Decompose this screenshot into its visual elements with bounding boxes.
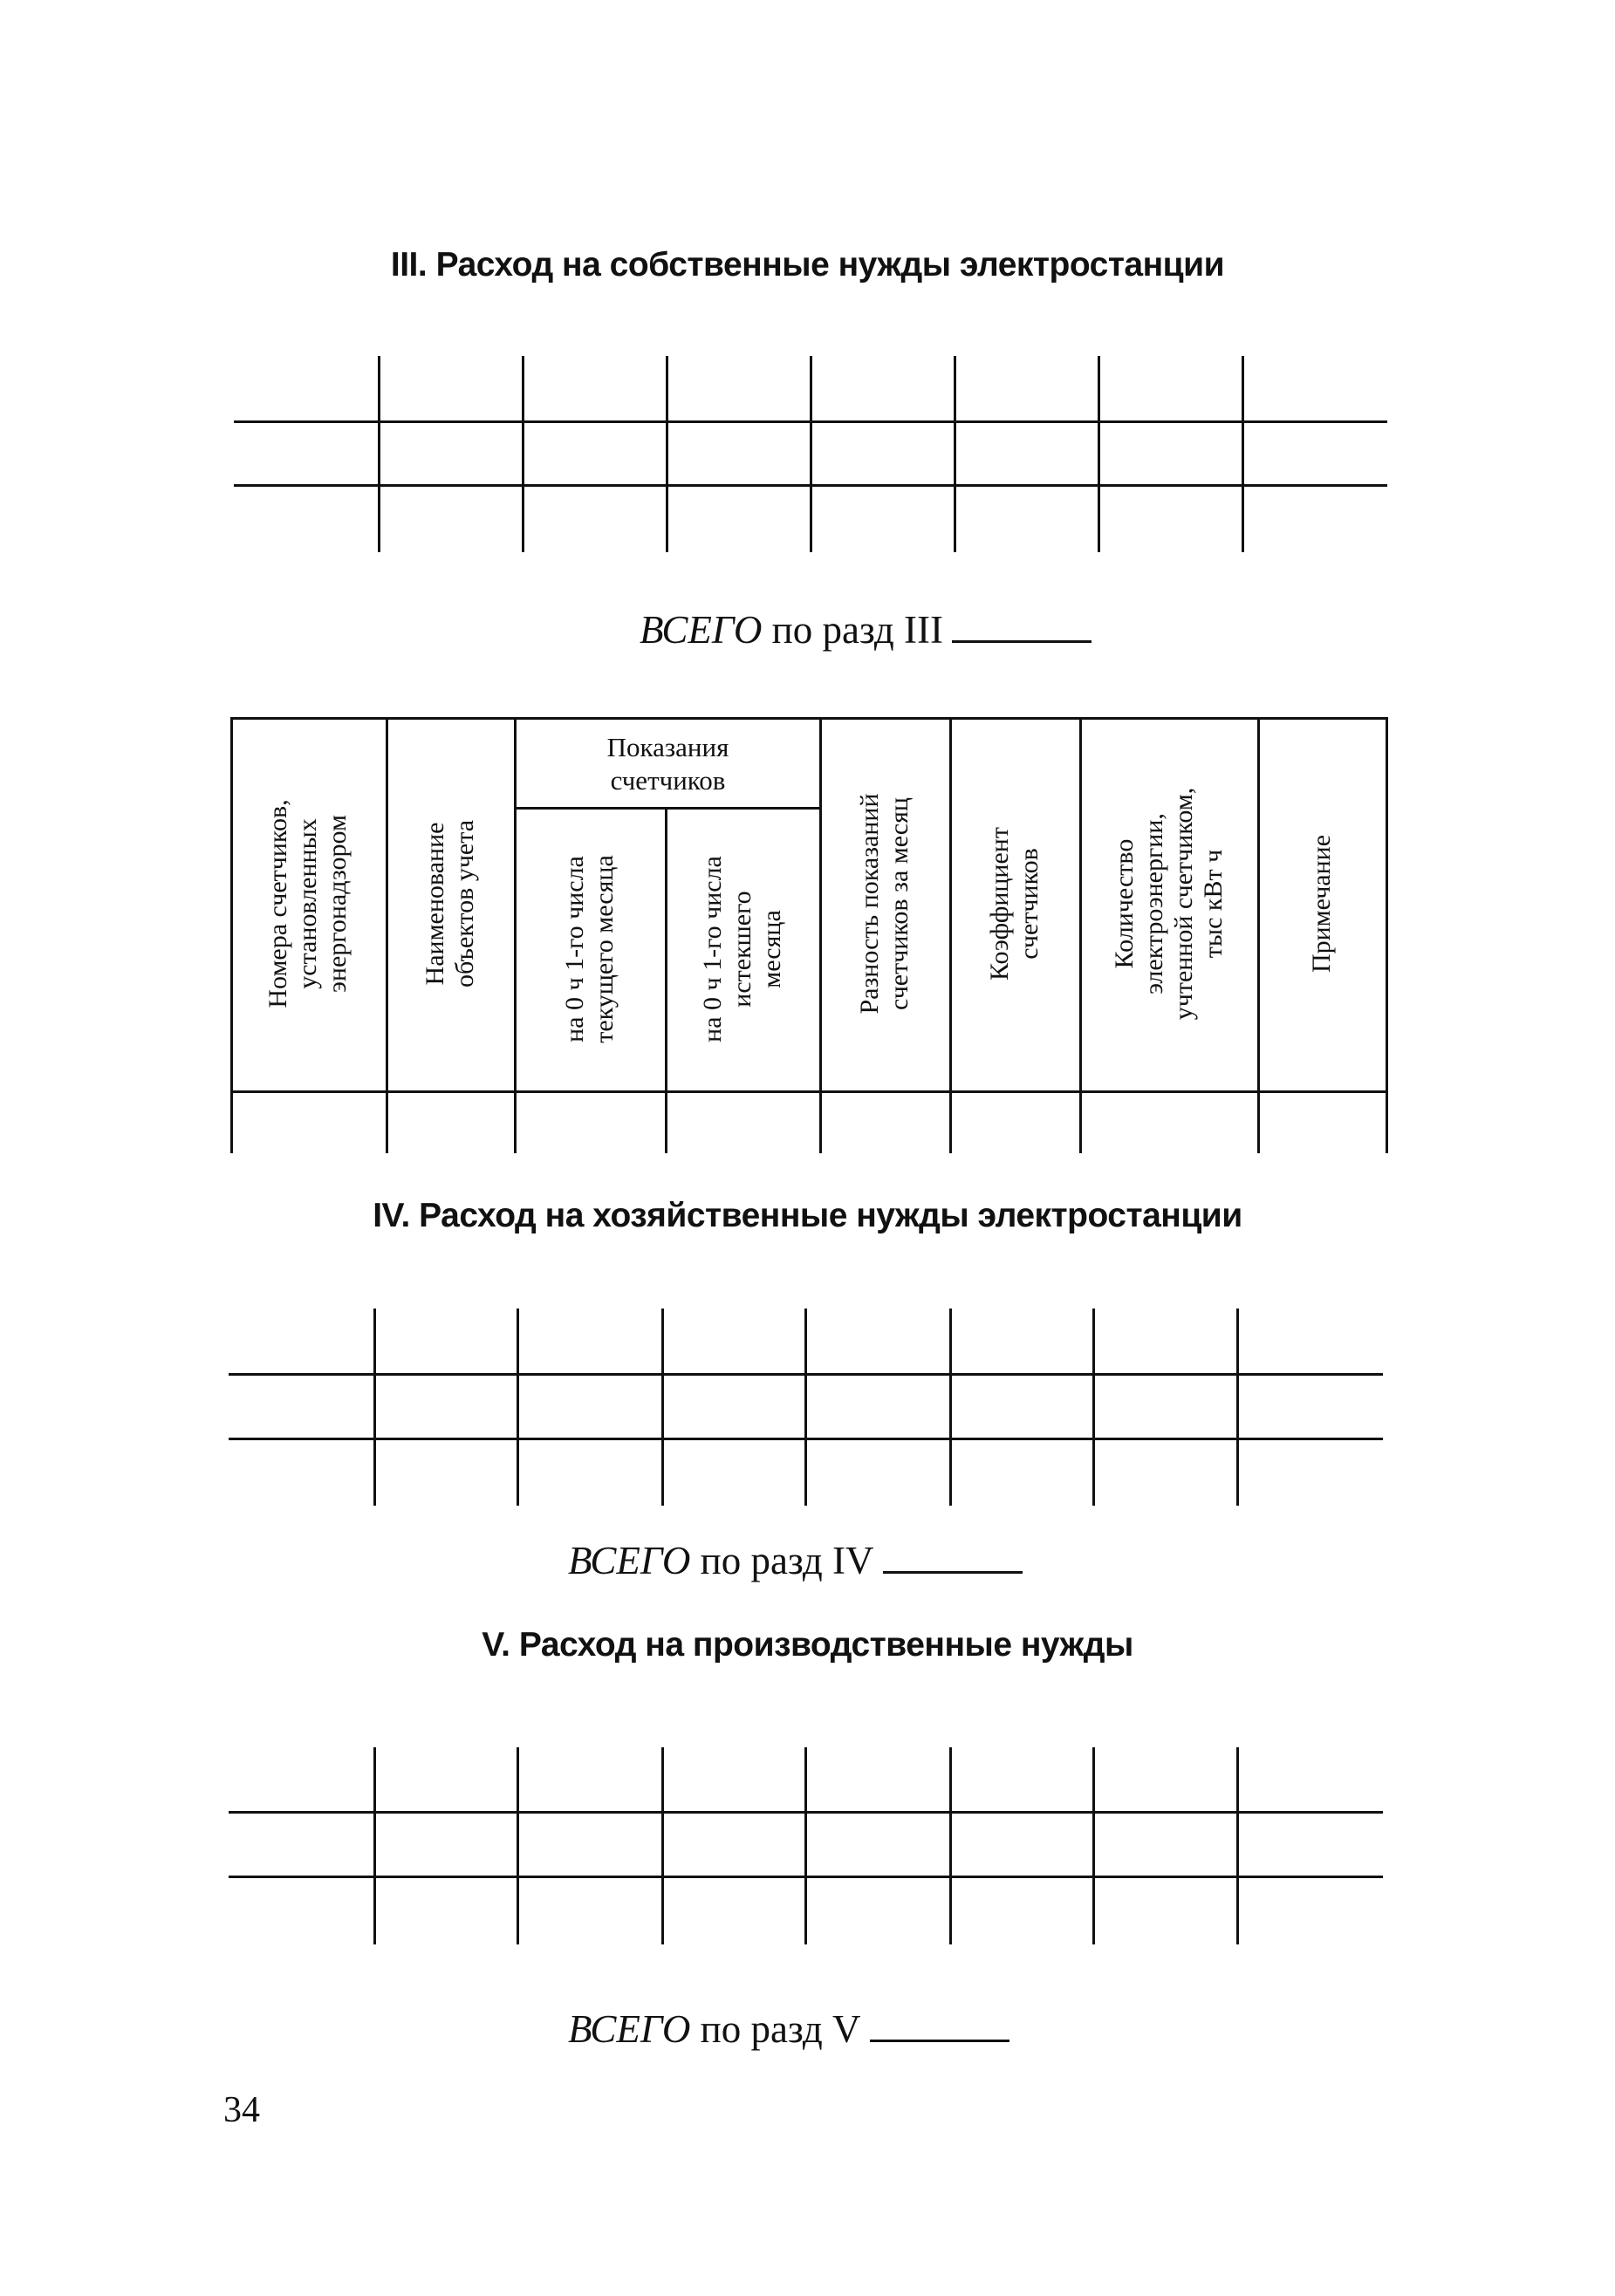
- section-iii-total: [640, 607, 1091, 653]
- page-number: 34: [223, 2090, 260, 2130]
- header-readings-difference: Разность показаний счетчиков за месяц: [855, 793, 914, 1015]
- total-value-blank[interactable]: [952, 640, 1091, 643]
- total-section-ref: по разд IV: [690, 1539, 874, 1582]
- total-label: ВСЕГО: [568, 1539, 691, 1582]
- header-meter-numbers: Номера счетчиков, установленных энергонадзором: [263, 799, 352, 1008]
- total-label: ВСЕГО: [640, 608, 763, 652]
- header-object-name: Наименование объектов учета: [421, 819, 479, 988]
- readings-group-header: Показания счетчиков: [606, 732, 729, 796]
- header-note: Примечание: [1307, 834, 1336, 974]
- section-iii-title: III. Расход на собственные нужды электростанции: [390, 246, 1225, 284]
- total-label: ВСЕГО: [568, 2007, 691, 2051]
- total-value-blank[interactable]: [883, 1571, 1023, 1574]
- header-meter-coefficient: Коэффициент счетчиков: [985, 827, 1044, 981]
- section-v-total: [568, 2006, 1009, 2052]
- section-iv-title: IV. Расход на хозяйственные нужды электростанции: [373, 1197, 1242, 1234]
- header-past-month-reading: на 0 ч 1-го числа истекшего месяца: [698, 856, 786, 1042]
- section-v-title: V. Расход на производственные нужды: [482, 1626, 1133, 1664]
- total-section-ref: по разд V: [690, 2007, 861, 2051]
- total-section-ref: по разд III: [762, 608, 944, 652]
- header-current-month-reading: на 0 ч 1-го числа текущего месяца: [560, 855, 619, 1043]
- header-energy-amount: Количество электроэнергии, учтенной счетчиком, тыс кВт ч: [1110, 787, 1228, 1021]
- section-iv-total: [568, 1538, 1023, 1583]
- total-value-blank[interactable]: [870, 2040, 1009, 2042]
